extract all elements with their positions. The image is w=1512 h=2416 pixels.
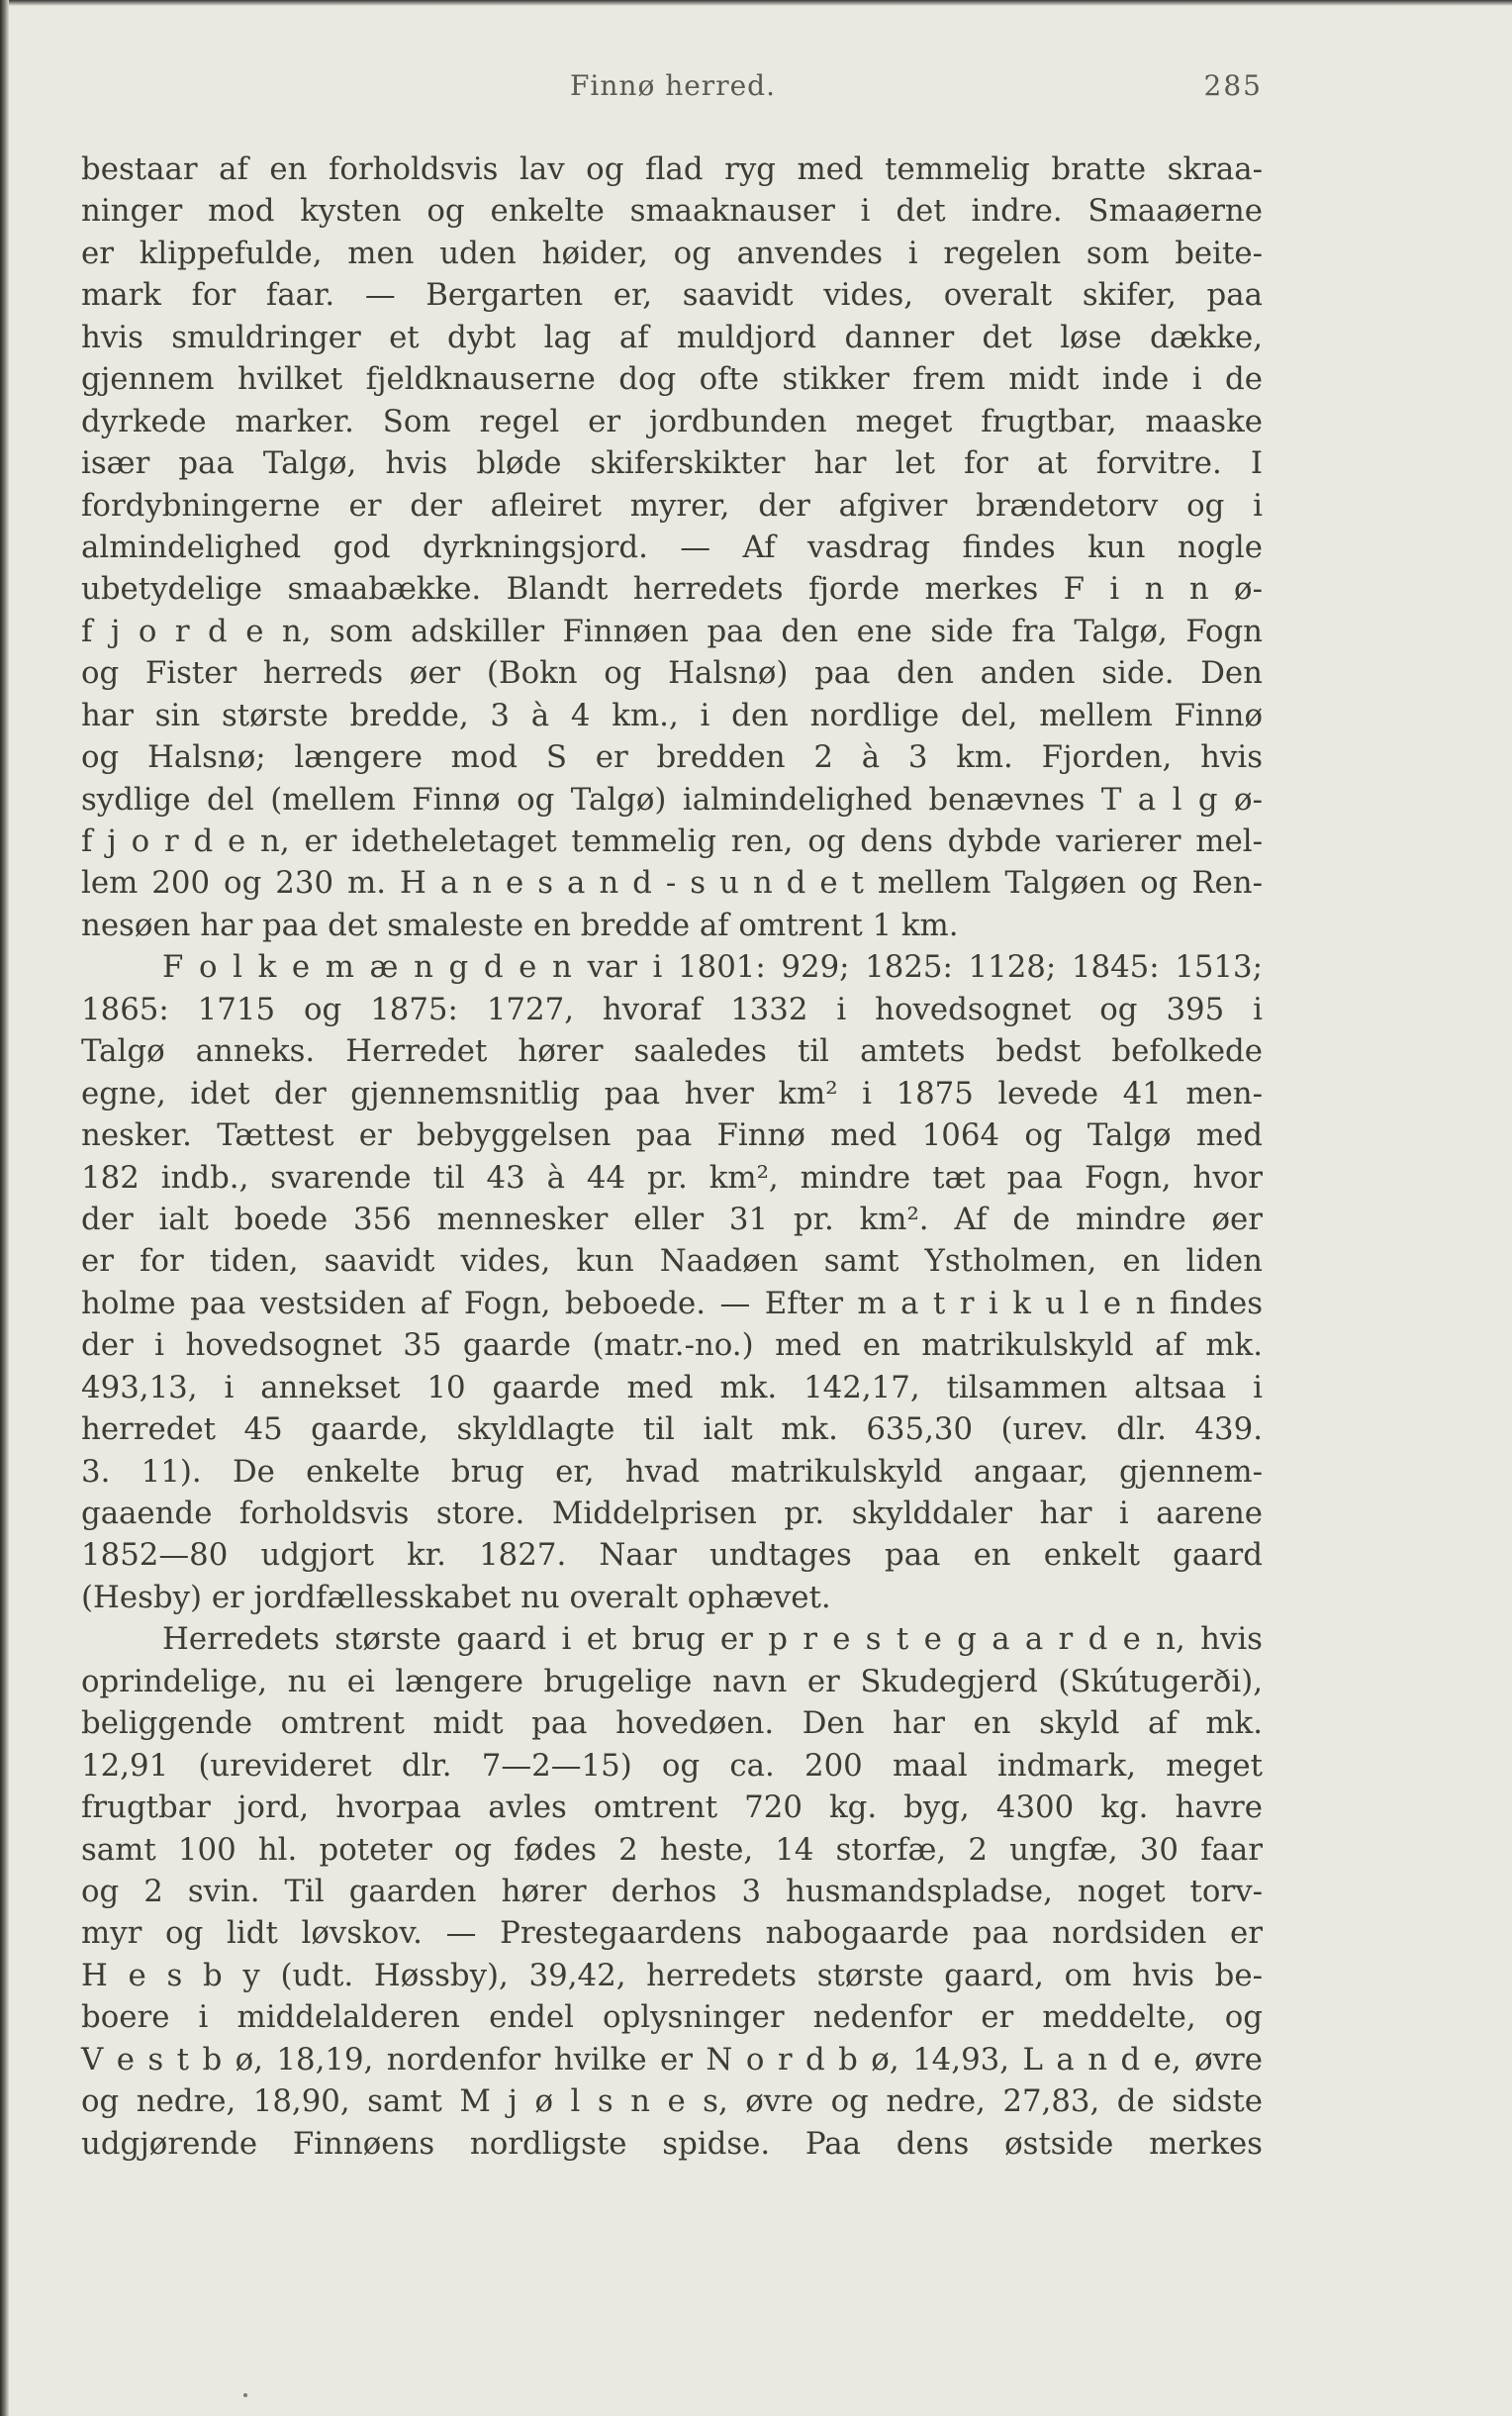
text-line: hvis smuldringer et dybt lag af muldjord danner det løse dække, bbox=[81, 319, 1263, 355]
body-text bbox=[81, 148, 1263, 2165]
text-line: oprindelige, nu ei længere brugelige navn er Skudegjerd (Skútugerði), bbox=[81, 1663, 1263, 1699]
text-line: frugtbar jord, hvorpaa avles omtrent 720 kg. byg, 4300 kg. havre bbox=[81, 1789, 1263, 1826]
text-line: ubetydelige smaabække. Blandt herredets fjorde merkes F i n n ø- bbox=[81, 571, 1263, 608]
text-line: og nedre, 18,90, samt M j ø l s n e s, øvre og nedre, 27,83, de sidste bbox=[81, 2083, 1263, 2120]
text-line: f j o r d e n, er idetheletaget temmelig ren, og dens dybde varierer mel- bbox=[81, 823, 1263, 859]
page-binding-edge bbox=[0, 0, 9, 2416]
text-line: gjennem hvilket fjeldknauserne dog ofte stikker frem midt inde i de bbox=[81, 361, 1263, 398]
page-top-edge bbox=[0, 0, 1512, 6]
text-line: 182 indb., svarende til 43 à 44 pr. km², mindre tæt paa Fogn, hvor bbox=[81, 1159, 1263, 1196]
text-line: holme paa vestsiden af Fogn, beboede. — Efter m a t r i k u l e n findes bbox=[81, 1285, 1263, 1321]
text-line: almindelighed god dyrkningsjord. — Af vasdrag findes kun nogle bbox=[81, 529, 1263, 565]
text-line: der ialt boede 356 mennesker eller 31 pr. km². Af de mindre øer bbox=[81, 1201, 1263, 1237]
text-line: Talgø anneks. Herredet hører saaledes til amtets bedst befolkede bbox=[81, 1033, 1263, 1070]
text-line: Herredets største gaard i et brug er p r e s t e g a a r d e n, hvis bbox=[162, 1621, 1263, 1658]
text-line: (Hesby) er jordfællesskabet nu overalt ophævet. bbox=[81, 1579, 831, 1615]
text-line: fordybningerne er der afleiret myrer, der afgiver brændetorv og i bbox=[81, 487, 1263, 524]
paper-blemish bbox=[243, 2393, 247, 2397]
text-line: nesker. Tættest er bebyggelsen paa Finnø med 1064 og Talgø med bbox=[81, 1117, 1263, 1154]
running-header bbox=[83, 69, 1263, 109]
text-line: f j o r d e n, som adskiller Finnøen paa den ene side fra Talgø, Fogn bbox=[81, 613, 1263, 649]
text-line: bestaar af en forholdsvis lav og flad ryg med temmelig bratte skraa- bbox=[81, 151, 1263, 187]
text-line: beliggende omtrent midt paa hovedøen. Den har en skyld af mk. bbox=[81, 1705, 1263, 1742]
text-line: og Halsnø; længere mod S er bredden 2 à 3 km. Fjorden, hvis bbox=[81, 739, 1263, 776]
text-line: 1852—80 udgjort kr. 1827. Naar undtages paa en enkelt gaard bbox=[81, 1537, 1263, 1574]
text-line: lem 200 og 230 m. H a n e s a n d - s u n d e t mellem Talgøen og Ren- bbox=[81, 865, 1263, 902]
text-line: 12,91 (urevideret dlr. 7—2—15) og ca. 200 maal indmark, meget bbox=[81, 1747, 1263, 1784]
text-line: egne, idet der gjennemsnitlig paa hver km² i 1875 levede 41 men- bbox=[81, 1075, 1263, 1111]
text-line: samt 100 hl. poteter og fødes 2 heste, 14 storfæ, 2 ungfæ, 30 faar bbox=[81, 1831, 1263, 1868]
page-number: 285 bbox=[1203, 69, 1263, 102]
header-title: Finnø herred. bbox=[570, 69, 776, 102]
text-line: dyrkede marker. Som regel er jordbunden meget frugtbar, maaske bbox=[81, 403, 1263, 439]
text-line: og Fister herreds øer (Bokn og Halsnø) paa den anden side. Den bbox=[81, 655, 1263, 692]
text-line: og 2 svin. Til gaarden hører derhos 3 husmandspladse, noget torv- bbox=[81, 1873, 1263, 1909]
text-line: sydlige del (mellem Finnø og Talgø) ialmindelighed benævnes T a l g ø- bbox=[81, 781, 1263, 818]
text-line: er for tiden, saavidt vides, kun Naadøen samt Ystholmen, en liden bbox=[81, 1243, 1263, 1280]
text-line: er klippefulde, men uden høider, og anvendes i regelen som beite- bbox=[81, 235, 1263, 271]
text-line: H e s b y (udt. Høssby), 39,42, herredets største gaard, om hvis be- bbox=[81, 1957, 1263, 1993]
text-line: F o l k e m æ n g d e n var i 1801: 929; 1825: 1128; 1845: 1513; bbox=[162, 949, 1263, 986]
text-line: især paa Talgø, hvis bløde skiferskikter har let for at forvitre. I bbox=[81, 445, 1263, 482]
text-line: 3. 11). De enkelte brug er, hvad matrikulskyld angaar, gjennem- bbox=[81, 1453, 1263, 1490]
text-line: nesøen har paa det smaleste en bredde af omtrent 1 km. bbox=[81, 907, 959, 943]
text-line: 493,13, i annekset 10 gaarde med mk. 142,17, tilsammen altsaa i bbox=[81, 1369, 1263, 1405]
text-line: der i hovedsognet 35 gaarde (matr.-no.) med en matrikulskyld af mk. bbox=[81, 1327, 1263, 1364]
text-line: ninger mod kysten og enkelte smaaknauser i det indre. Smaaøerne bbox=[81, 193, 1263, 230]
text-line: herredet 45 gaarde, skyldlagte til ialt mk. 635,30 (urev. dlr. 439. bbox=[81, 1411, 1263, 1448]
text-line: boere i middelalderen endel oplysninger nedenfor er meddelte, og bbox=[81, 1999, 1263, 2036]
text-line: myr og lidt løvskov. — Prestegaardens nabogaarde paa nordsiden er bbox=[81, 1915, 1263, 1952]
text-line: gaaende forholdsvis store. Middelprisen pr. skylddaler har i aarene bbox=[81, 1496, 1263, 1531]
text-line: har sin største bredde, 3 à 4 km., i den nordlige del, mellem Finnø bbox=[81, 697, 1263, 733]
text-line: 1865: 1715 og 1875: 1727, hvoraf 1332 i hovedsognet og 395 i bbox=[81, 991, 1263, 1027]
text-line: udgjørende Finnøens nordligste spidse. Paa dens østside merkes bbox=[81, 2125, 1263, 2162]
text-line: V e s t b ø, 18,19, nordenfor hvilke er N o r d b ø, 14,93, L a n d e, øvre bbox=[81, 2041, 1263, 2078]
text-line: mark for faar. — Bergarten er, saavidt vides, overalt skifer, paa bbox=[81, 277, 1263, 314]
